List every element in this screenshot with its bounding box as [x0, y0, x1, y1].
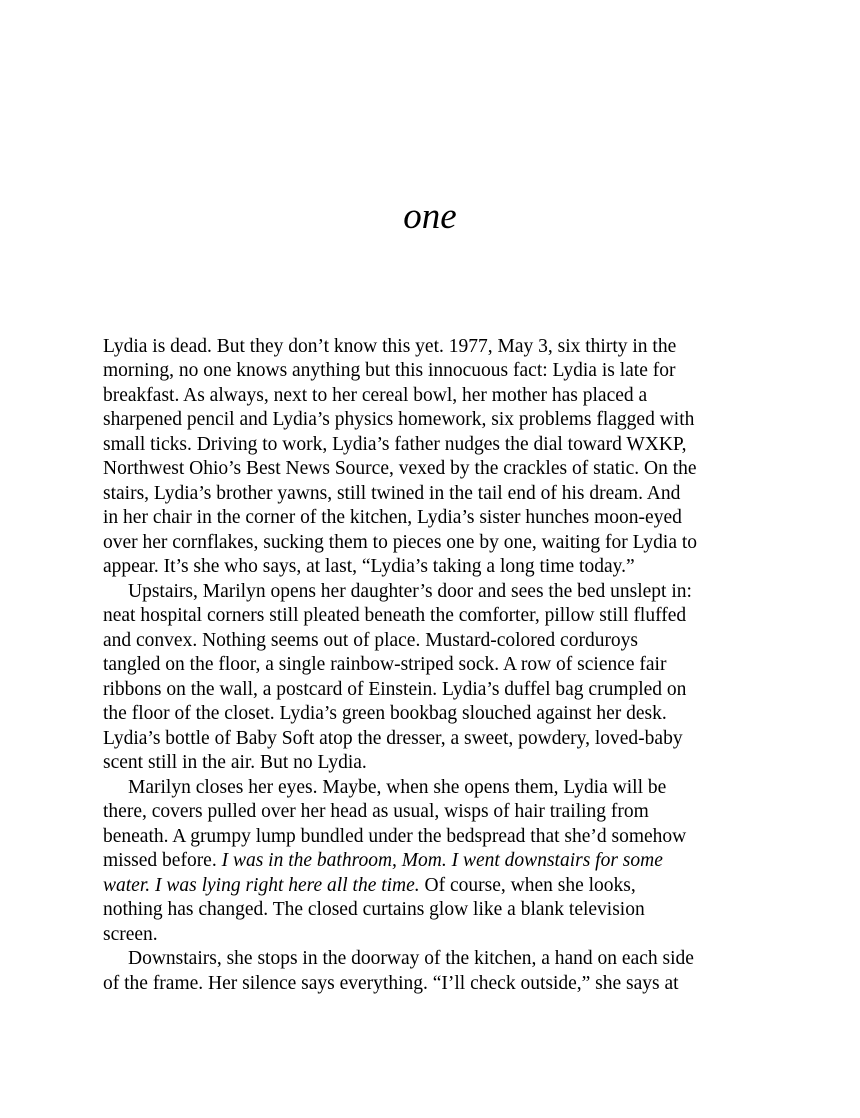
text-segment: morning, no one knows anything but this innocuous fact: Lydia is late for [103, 360, 676, 382]
text-segment: nothing has changed. The closed curtains glow like a blank television [103, 899, 645, 921]
text-segment: sharpened pencil and Lydia’s physics homework, six problems flagged with [103, 409, 695, 431]
text-segment: breakfast. As always, next to her cereal bowl, her mother has placed a [103, 384, 648, 406]
text-segment: Downstairs, she stops in the doorway of the kitchen, a hand on each side [128, 948, 694, 970]
italic-text-segment: water. I was lying right here all the time. [103, 874, 420, 896]
text-segment: beneath. A grumpy lump bundled under the bedspread that she’d somehow [103, 825, 687, 847]
text-segment: missed before. [103, 850, 222, 872]
text-segment: in her chair in the corner of the kitchen, Lydia’s sister hunches moon-eyed [103, 507, 682, 529]
text-segment: scent still in the air. But no Lydia. [103, 752, 367, 774]
text-segment: there, covers pulled over her head as usual, wisps of hair trailing from [103, 801, 649, 823]
text-segment: Marilyn closes her eyes. Maybe, when she opens them, Lydia will be [128, 776, 667, 798]
chapter-title: one [403, 196, 457, 237]
text-segment: Lydia is dead. But they don’t know this yet. 1977, May 3, six thirty in the [103, 335, 677, 357]
paragraph-2 [103, 580, 759, 776]
text-segment: stairs, Lydia’s brother yawns, still twined in the tail end of his dream. And [103, 482, 681, 504]
text-segment: ribbons on the wall, a postcard of Einstein. Lydia’s duffel bag crumpled on [103, 678, 687, 700]
text-segment: Lydia’s bottle of Baby Soft atop the dresser, a sweet, powdery, loved-baby [103, 727, 683, 749]
text-segment: Upstairs, Marilyn opens her daughter’s door and sees the bed unslept in: [128, 580, 692, 602]
text-segment: Of course, when she looks, [419, 874, 636, 896]
italic-text-segment: I was in the bathroom, Mom. I went downstairs for some [221, 850, 663, 872]
text-segment: tangled on the floor, a single rainbow-striped sock. A row of science fair [103, 654, 667, 676]
text-segment: Northwest Ohio’s Best News Source, vexed by the crackles of static. On the [103, 458, 697, 480]
text-segment: appear. It’s she who says, at last, “Lydia’s taking a long time today.” [103, 556, 635, 578]
text-segment: screen. [103, 923, 158, 945]
paragraph-4 [103, 947, 759, 996]
text-segment: small ticks. Driving to work, Lydia’s father nudges the dial toward WXKP, [103, 433, 687, 455]
text-segment: the floor of the closet. Lydia’s green bookbag slouched against her desk. [103, 703, 667, 725]
text-segment: neat hospital corners still pleated beneath the comforter, pillow still fluffed [103, 605, 687, 627]
text-segment: of the frame. Her silence says everything. “I’ll check outside,” she says at [103, 972, 679, 994]
paragraph-3 [103, 776, 759, 948]
text-segment: over her cornflakes, sucking them to pieces one by one, waiting for Lydia to [103, 531, 698, 553]
paragraph-1 [103, 335, 759, 580]
text-segment: and convex. Nothing seems out of place. Mustard-colored corduroys [103, 629, 639, 651]
body-text [103, 335, 759, 997]
